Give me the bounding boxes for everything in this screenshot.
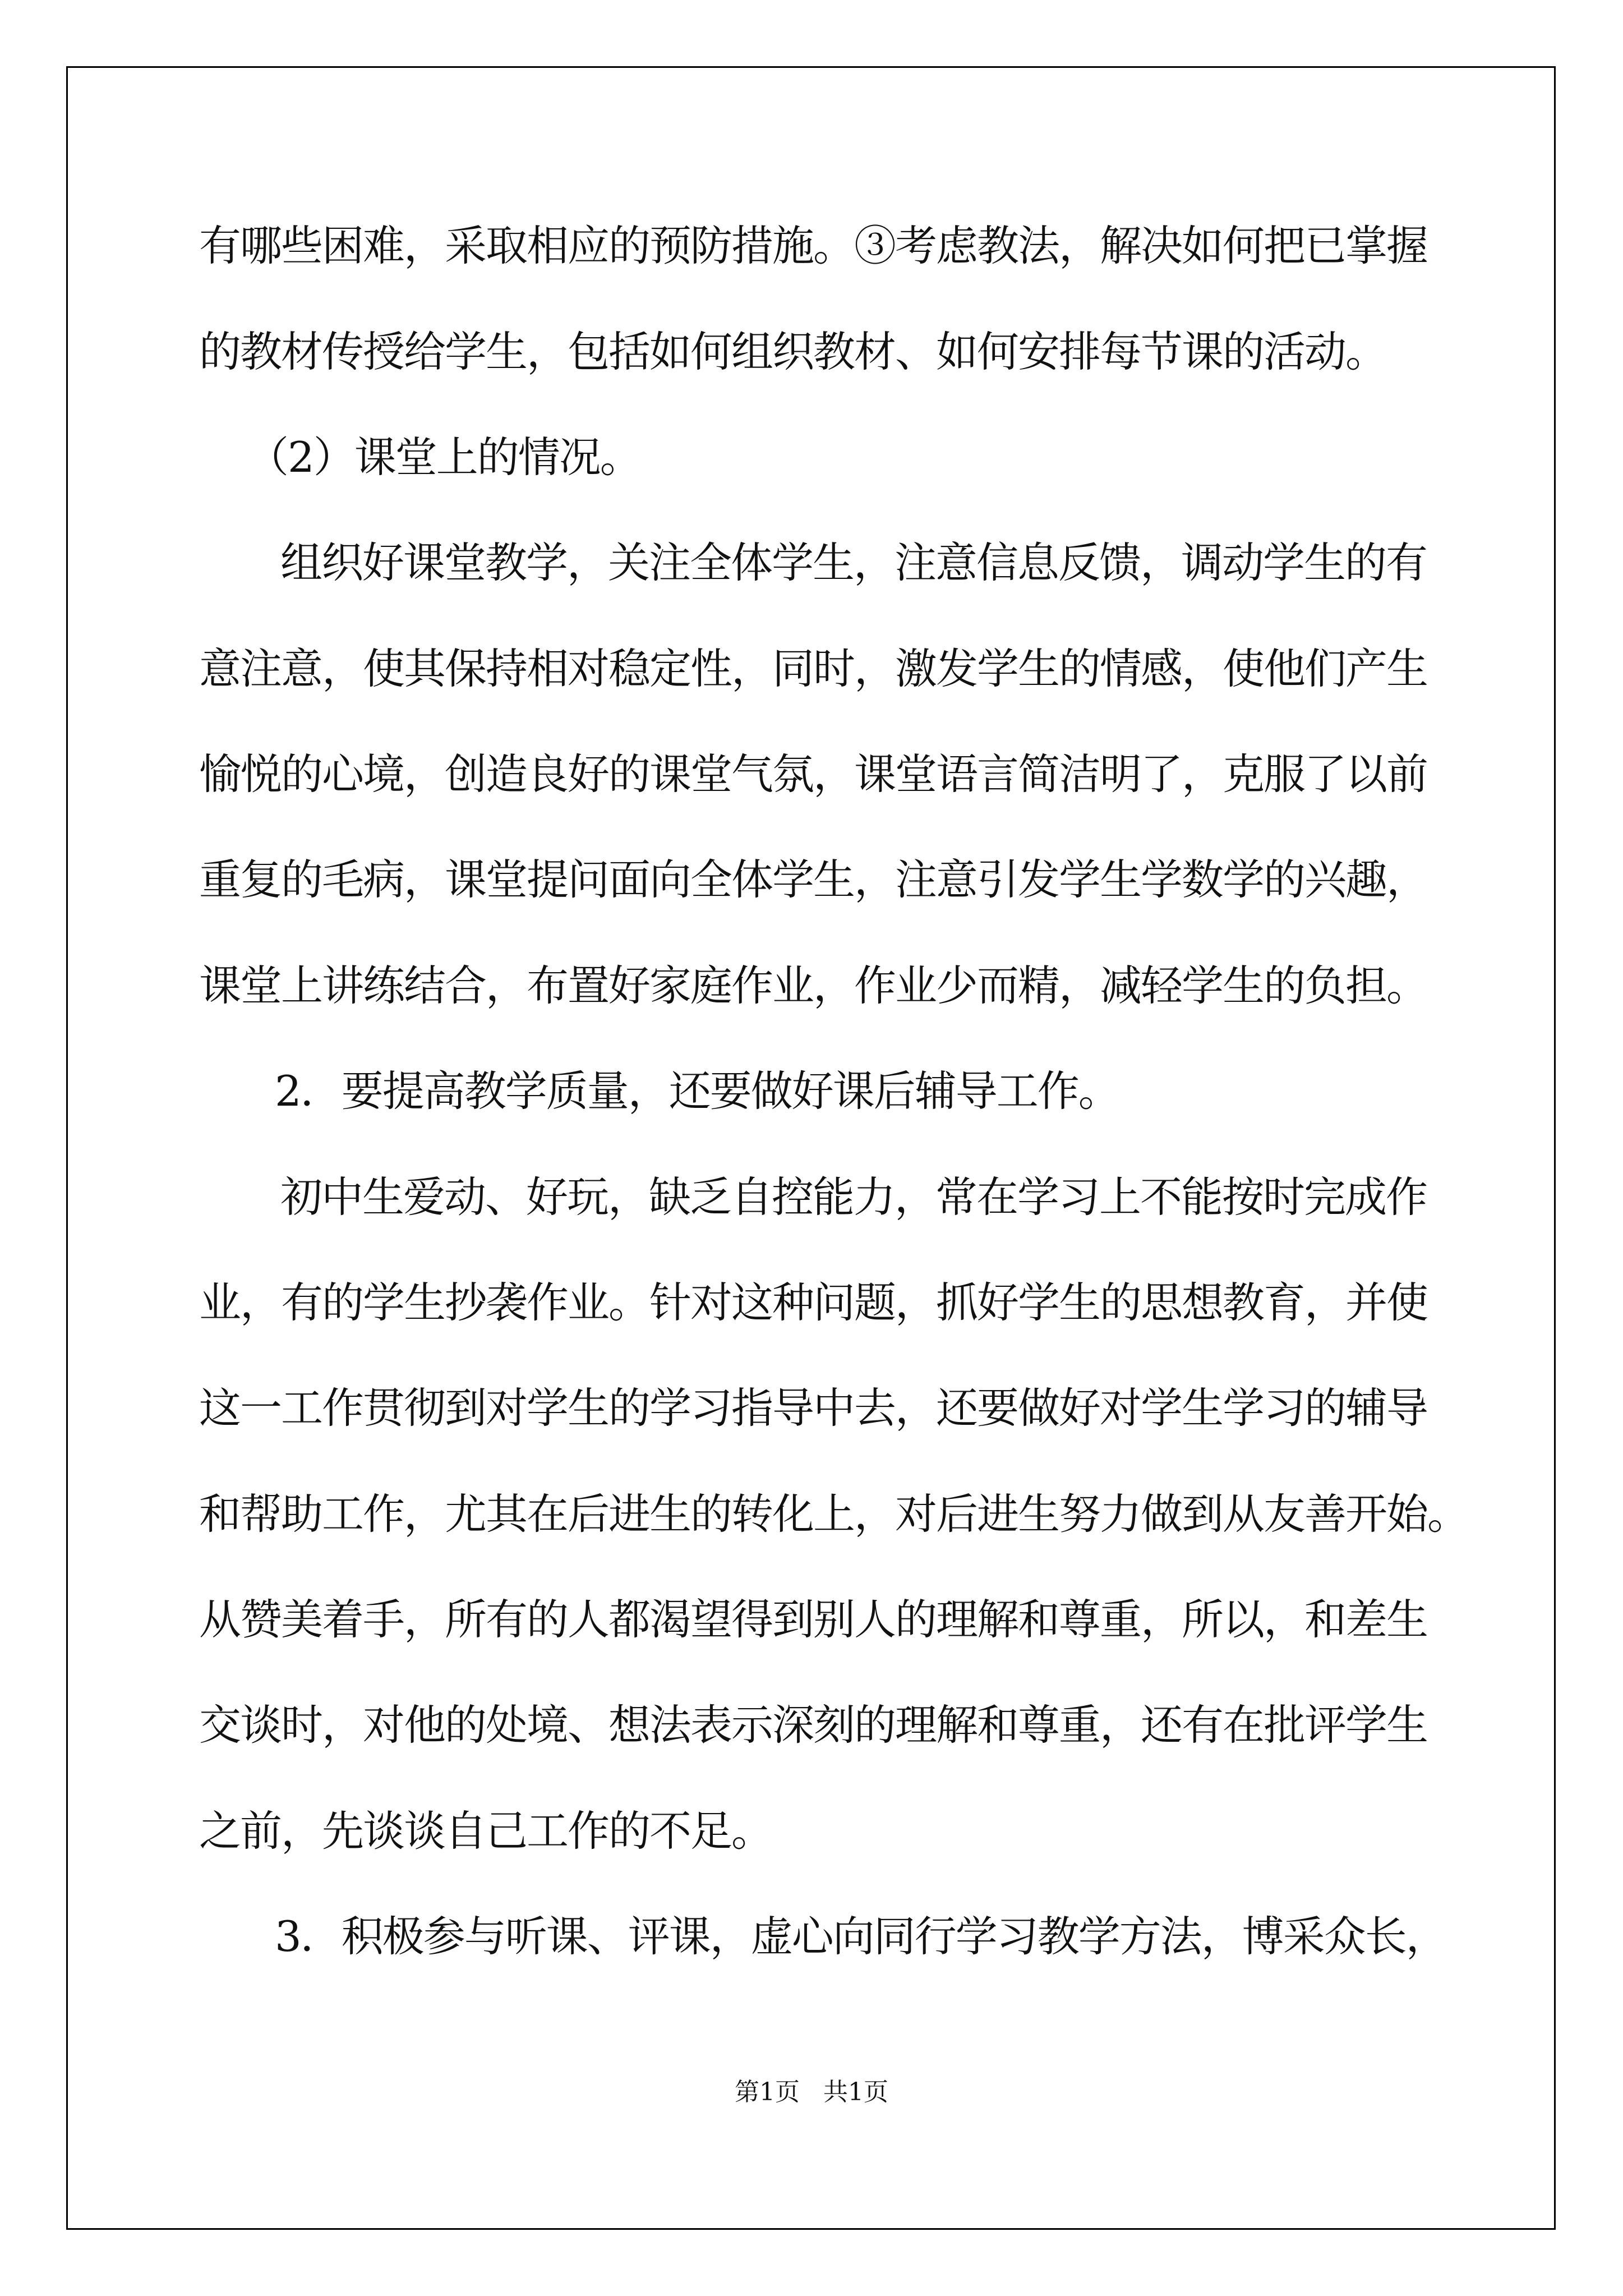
body-line-1: 有哪些困难，采取相应的预防措施。③考虑教法，解决如何把已掌握 [199, 221, 1428, 270]
body-line-16: 之前，先谈谈自己工作的不足。 [199, 1806, 773, 1856]
body-line-12: 这一工作贯彻到对学生的学习指导中去，还要做好对学生学习的辅导 [199, 1383, 1428, 1433]
body-line-15: 交谈时，对他的处境、想法表示深刻的理解和尊重，还有在批评学生 [199, 1700, 1428, 1750]
body-line-6: 愉悦的心境，创造良好的课堂气氛，课堂语言简洁明了，克服了以前 [199, 749, 1428, 799]
body-line-13: 和帮助工作，尤其在后进生的转化上，对后进生努力做到从友善开始。 [199, 1489, 1469, 1539]
section-heading-4: 3．积极参与听课、评课，虚心向同行学习教学方法，博采众长， [275, 1912, 1447, 1961]
body-line-4: 组织好课堂教学，关注全体学生，注意信息反馈，调动学生的有 [280, 538, 1427, 587]
body-line-10: 初中生爱动、好玩，缺乏自控能力，常在学习上不能按时完成作 [280, 1172, 1427, 1222]
body-line-8: 课堂上讲练结合，布置好家庭作业，作业少而精，减轻学生的负担。 [199, 961, 1428, 1010]
body-line-14: 从赞美着手，所有的人都渴望得到别人的理解和尊重，所以，和差生 [199, 1595, 1428, 1644]
page-border [66, 66, 1556, 2230]
section-heading-2: （2）课堂上的情况。 [247, 432, 641, 482]
body-line-2: 的教材传授给学生，包括如何组织教材、如何安排每节课的活动。 [199, 327, 1387, 376]
section-heading-3: 2．要提高教学质量，还要做好课后辅导工作。 [275, 1066, 1119, 1116]
body-line-5: 意注意，使其保持相对稳定性，同时，激发学生的情感，使他们产生 [199, 644, 1428, 693]
body-line-7: 重复的毛病，课堂提问面向全体学生，注意引发学生学数学的兴趣， [199, 855, 1428, 904]
page-number-footer: 第1页 共1页 [735, 2078, 888, 2106]
body-line-11: 业，有的学生抄袭作业。针对这种问题，抓好学生的思想教育，并使 [199, 1278, 1428, 1327]
